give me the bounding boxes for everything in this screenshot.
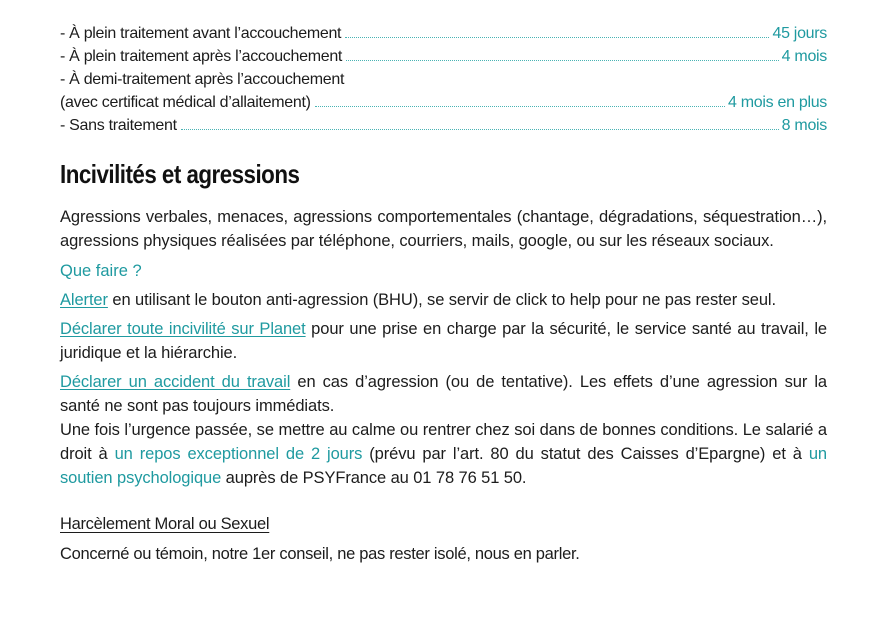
psychological-support-highlight: un soutien psychologique xyxy=(60,445,827,487)
leave-duration: 4 mois xyxy=(781,48,827,65)
leave-row-full-pay-before xyxy=(60,22,827,45)
harassment-title: Harcèlement Moral ou Sexuel xyxy=(60,515,270,533)
declare-planet-link[interactable]: Déclarer toute incivilité sur Planet xyxy=(60,320,306,338)
dotted-leader xyxy=(315,105,725,107)
leave-label: (avec certificat médical d’allaitement) xyxy=(60,94,311,111)
alert-text: en utilisant le bouton anti-agression (BHU), se servir de click to help pour ne pas rester seul. xyxy=(107,291,776,309)
leave-label-half-pay-line1: - À demi-traitement après l’accouchement xyxy=(60,71,345,88)
after-urgency-text-3: auprès de PSYFrance au 01 78 76 51 50. xyxy=(221,469,527,487)
declare-planet-paragraph xyxy=(60,317,827,365)
dotted-leader xyxy=(346,59,779,61)
declare-accident-paragraph xyxy=(60,370,827,418)
que-faire-heading: Que faire ? xyxy=(60,262,142,280)
leave-row-half-pay-after xyxy=(60,91,827,114)
leave-row-full-pay-after xyxy=(60,45,827,68)
dotted-leader xyxy=(345,36,769,38)
harassment-text: Concerné ou témoin, notre 1er conseil, ne pas rester isolé, nous en parler. xyxy=(60,545,580,563)
leave-duration: 8 mois xyxy=(781,117,827,134)
document-page xyxy=(60,22,827,566)
section-title: Incivilités et agressions xyxy=(60,159,300,189)
exceptional-rest-highlight: un repos exceptionnel de 2 jours xyxy=(114,445,363,463)
after-urgency-text-2: (prévu par l’art. 80 du statut des Caisses d’Epargne) et à xyxy=(362,445,809,463)
maternity-leave-list xyxy=(60,22,827,137)
alert-link[interactable]: Alerter xyxy=(60,291,108,309)
declare-accident-link[interactable]: Déclarer un accident du travail xyxy=(60,373,291,391)
leave-label: - À plein traitement avant l’accouchement xyxy=(60,25,342,42)
declare-accident-text: en cas d’agression (ou de tentative). Les effets d’une agression sur la santé ne sont pas toujours immédiats. xyxy=(60,373,827,415)
after-urgency-text-1: Une fois l’urgence passée, se mettre au calme ou rentrer chez soi dans de bonnes conditions. Le salarié a droit à xyxy=(60,421,827,463)
declare-planet-text: pour une prise en charge par la sécurité, le service santé au travail, le juridique et la hiérarchie. xyxy=(60,320,827,362)
dotted-leader xyxy=(181,128,779,130)
leave-row-unpaid xyxy=(60,114,827,137)
leave-label: - À plein traitement après l’accouchement xyxy=(60,48,343,65)
intro-paragraph: Agressions verbales, menaces, agressions comportementales (chantage, dégradations, séquestration…), agressions physiques réalisées par téléphone, courriers, mails, google, ou sur les réseaux sociaux. xyxy=(60,208,827,250)
alert-paragraph xyxy=(60,288,827,312)
leave-duration: 45 jours xyxy=(772,25,827,42)
leave-duration: 4 mois en plus xyxy=(728,94,827,111)
after-urgency-paragraph xyxy=(60,418,827,490)
leave-label: - Sans traitement xyxy=(60,117,177,134)
